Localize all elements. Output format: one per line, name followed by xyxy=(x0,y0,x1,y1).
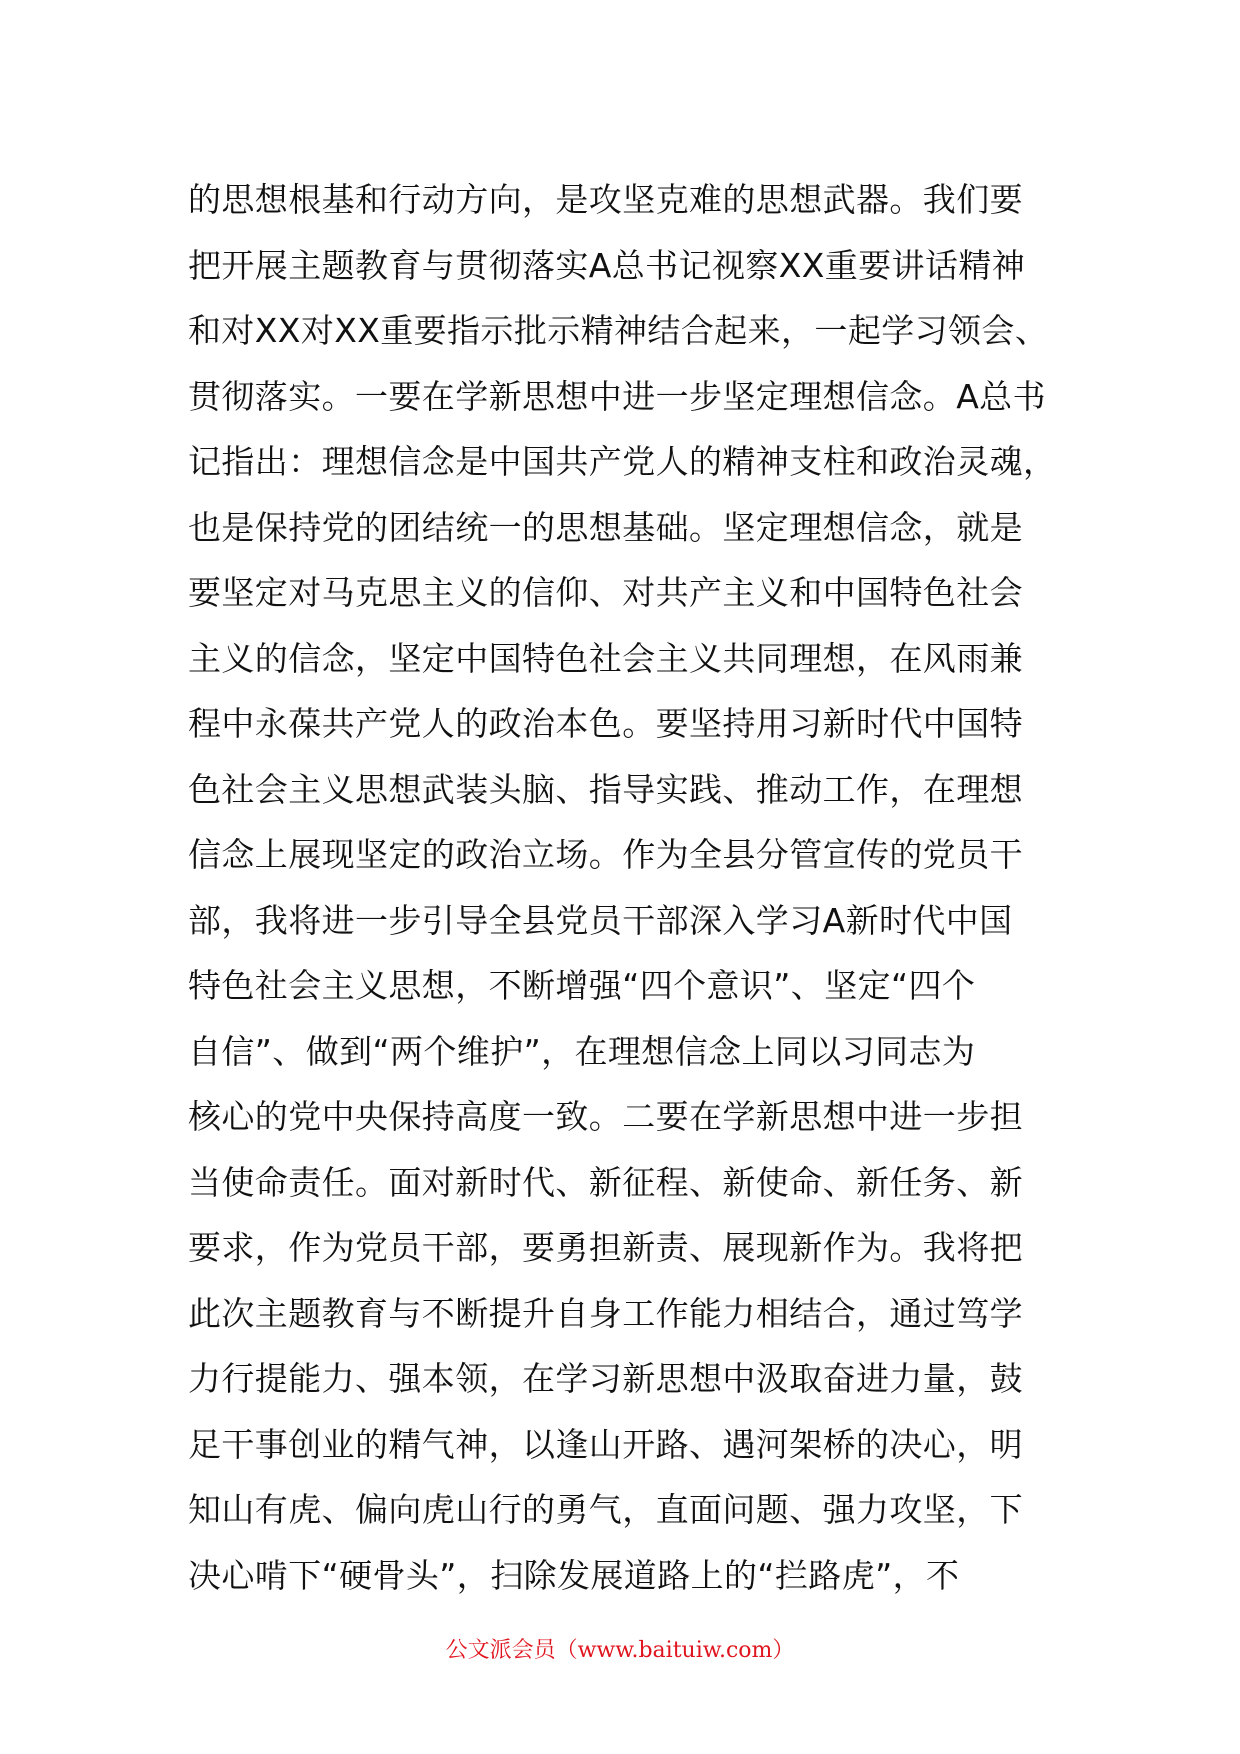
text-line: 此次主题教育与不断提升自身工作能力相结合，通过笃学 xyxy=(188,1293,1023,1333)
text-line: 程中永葆共产党人的政治本色。要坚持用习新时代中国特 xyxy=(188,704,1023,743)
footer-watermark: 公文派会员（www.baituiw.com） xyxy=(445,1638,795,1663)
text-line: 知山有虎、偏向虎山行的勇气，直面问题、强力攻坚，下 xyxy=(188,1490,1023,1529)
text-line: 记指出：理想信念是中国共产党人的精神支柱和政治灵魂， xyxy=(188,442,1057,481)
text-line: 色社会主义思想武装头脑、指导实践、推动工作，在理想 xyxy=(188,769,1023,809)
text-line: 核心的党中央保持高度一致。二要在学新思想中进一步担 xyxy=(188,1097,1023,1136)
text-line: 力行提能力、强本领，在学习新思想中汲取奋进力量，鼓 xyxy=(188,1359,1023,1398)
text-line: 贯彻落实。一要在学新思想中进一步坚定理想信念。A总书 xyxy=(188,376,1046,416)
text-line: 部，我将进一步引导全县党员干部深入学习A新时代中国 xyxy=(188,900,1013,940)
text-line: 决心啃下“硬骨头”，扫除发展道路上的“拦路虎”，不 xyxy=(188,1555,960,1595)
text-line: 当使命责任。面对新时代、新征程、新使命、新任务、新 xyxy=(188,1162,1023,1202)
text-line: 信念上展现坚定的政治立场。作为全县分管宣传的党员干 xyxy=(188,835,1023,874)
body-text xyxy=(188,167,1078,1608)
text-line: 把开展主题教育与贯彻落实A总书记视察XX重要讲话精神 xyxy=(188,245,1026,285)
text-line: 和对XX对XX重要指示批示精神结合起来，一起学习领会、 xyxy=(188,311,1049,350)
text-line: 自信”、做到“两个维护”，在理想信念上同以习同志为 xyxy=(188,1031,976,1071)
text-line: 的思想根基和行动方向，是攻坚克难的思想武器。我们要 xyxy=(188,180,1023,219)
text-line: 足干事创业的精气神，以逢山开路、遇河架桥的决心，明 xyxy=(188,1424,1023,1464)
text-line: 也是保持党的团结统一的思想基础。坚定理想信念，就是 xyxy=(188,507,1023,547)
text-line: 要求，作为党员干部，要勇担新责、展现新作为。我将把 xyxy=(188,1228,1023,1267)
text-line: 特色社会主义思想，不断增强“四个意识”、坚定“四个 xyxy=(188,966,976,1005)
text-line: 主义的信念，坚定中国特色社会主义共同理想，在风雨兼 xyxy=(188,638,1023,678)
text-line: 要坚定对马克思主义的信仰、对共产主义和中国特色社会 xyxy=(188,573,1023,612)
